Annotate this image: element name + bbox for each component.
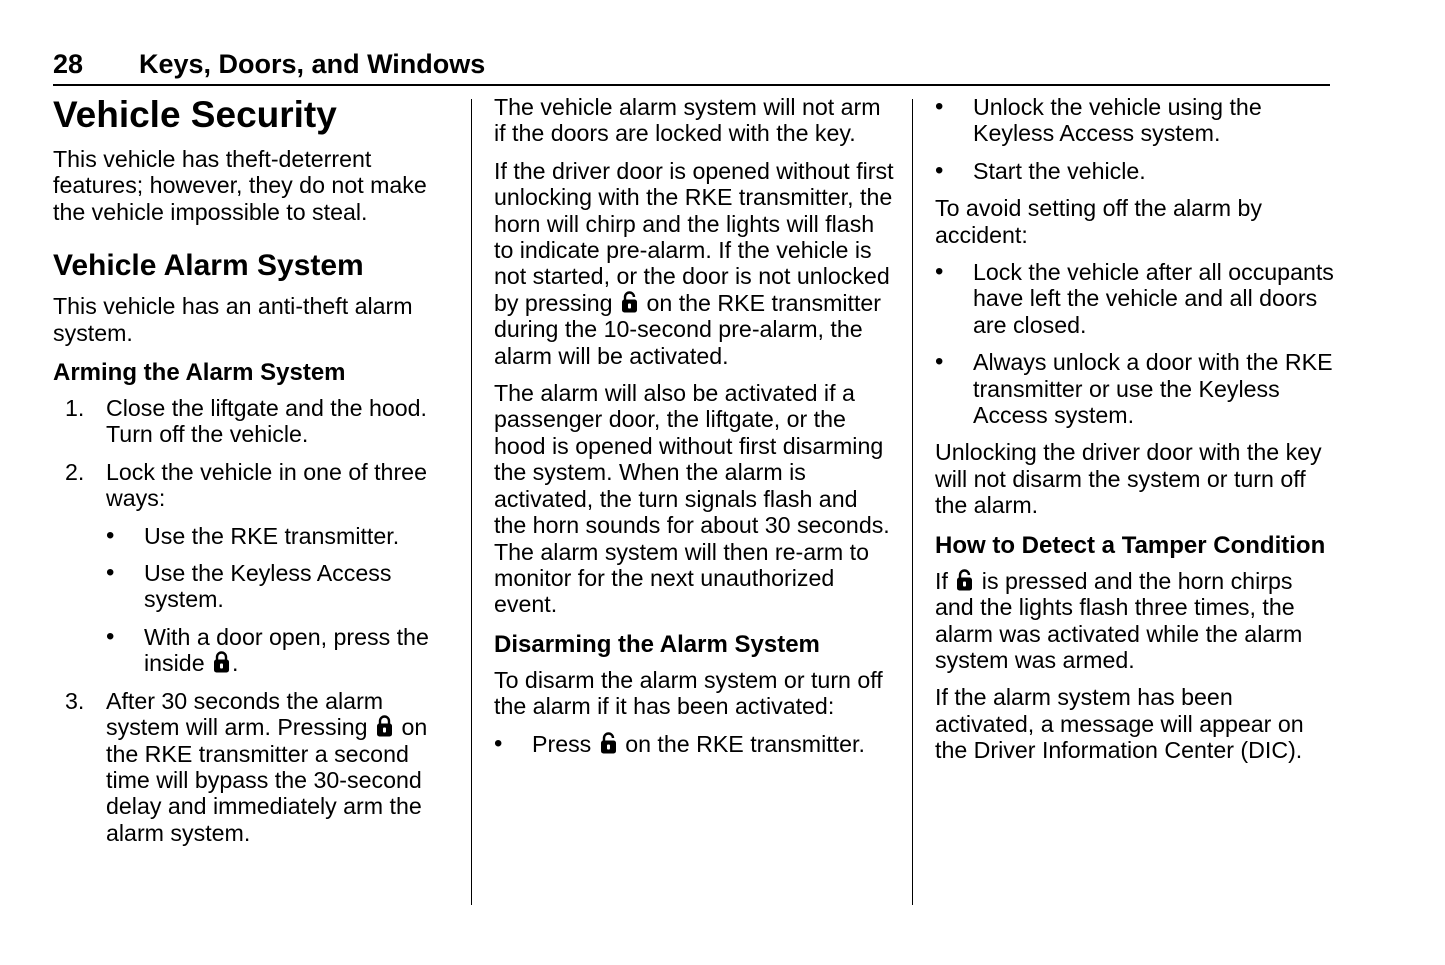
list-item [106, 624, 453, 677]
list-item-text: Use the RKE transmitter. [144, 522, 400, 549]
list-item [935, 259, 1335, 338]
paragraph-text: If the driver door is opened without first unlocking with the RKE transmitter, the horn will chirp and the lights will flash to indicate pre-alarm. If the vehicle is not started, or the door is not unlocked by pressing [494, 157, 894, 316]
disarm-methods [494, 731, 894, 757]
list-item [935, 158, 1335, 184]
arming-steps [53, 395, 453, 846]
column-1 [53, 94, 453, 857]
step-text: Close the liftgate and the hood. Turn off the vehicle. [106, 395, 427, 448]
step-text: After 30 seconds the alarm system will arm. Pressing [106, 687, 384, 741]
heading-vehicle-alarm-system: Vehicle Alarm System [53, 249, 364, 283]
paragraph-dic-message: If the alarm system has been activated, a message will appear on the Driver Information Center (DIC). [935, 684, 1304, 764]
list-item-text: on the RKE transmitter. [625, 730, 865, 757]
list-item-text: Always unlock a door with the RKE transmitter or use the Keyless Access system. [973, 349, 1333, 429]
paragraph-text: If [935, 567, 948, 594]
list-item-text: With a door open, press the inside [144, 623, 429, 677]
paragraph-security: This vehicle has theft-deterrent features; however, they do not make the vehicle impossible to steal. [53, 146, 427, 225]
heading-disarming-alarm: Disarming the Alarm System [494, 630, 820, 658]
section-title: Keys, Doors, and Windows [139, 49, 486, 79]
list-item-text: Lock the vehicle after all occupants have left the vehicle and all doors are closed. [973, 259, 1334, 338]
unlock-icon [621, 291, 638, 313]
unlock-icon [956, 569, 973, 591]
column-3 [935, 94, 1335, 775]
lock-icon [376, 715, 393, 737]
unlock-icon [600, 732, 617, 754]
heading-arming-alarm: Arming the Alarm System [53, 359, 346, 387]
column-2 [494, 94, 894, 768]
list-item-text: Start the vehicle. [973, 157, 1146, 184]
list-item-text: Unlock the vehicle using the Keyless Access system. [973, 94, 1262, 147]
column-divider-1 [471, 99, 472, 905]
list-item [935, 349, 1335, 428]
list-item-text: Use the Keyless Access system. [144, 560, 392, 613]
list-item [494, 731, 894, 757]
paragraph-pre-alarm [494, 158, 894, 369]
step-number: 2. [65, 458, 85, 485]
paragraph-alarm: This vehicle has an anti-theft alarm system. [53, 293, 413, 346]
paragraph-key-unlock: Unlocking the driver door with the key will not disarm the system or turn off the alarm. [935, 439, 1322, 519]
paragraph-key-lock: The vehicle alarm system will not arm if the doors are locked with the key. [494, 94, 881, 147]
paragraph-text: on the RKE transmitter during the 10-second pre-alarm, the alarm will be activated. [494, 289, 882, 369]
step-number: 1. [65, 395, 85, 422]
disarm-methods-continued [935, 94, 1335, 184]
list-item [106, 523, 453, 549]
step-2 [53, 459, 453, 677]
step-text: Lock the vehicle in one of three ways: [106, 458, 427, 512]
step-3 [53, 688, 453, 846]
list-item [106, 560, 453, 613]
list-item-text: . [232, 650, 239, 677]
list-item [935, 94, 1335, 147]
heading-tamper-condition: How to Detect a Tamper Condition [935, 531, 1326, 559]
paragraph-tamper [935, 568, 1335, 674]
step-text: on the RKE transmitter a second time will bypass the 30-second delay and immediately arm the alarm system. [106, 714, 428, 846]
lock-methods [106, 523, 453, 677]
paragraph-disarm: To disarm the alarm system or turn off the alarm if it has been activated: [494, 666, 883, 720]
paragraph-text: is pressed and the horn chirps and the lights flash three times, the alarm was activated while the alarm system was armed. [935, 567, 1303, 673]
paragraph-alarm-activation: The alarm will also be activated if a passenger door, the liftgate, or the hood is opened without first disarming the system. When the alarm is activated, the turn signals flash and the horn sounds for about 30 seconds. The alarm system will then re-arm to monitor for the next unauthorized event. [494, 380, 890, 618]
page-header [53, 46, 1330, 86]
column-divider-2 [912, 99, 913, 905]
step-number: 3. [65, 687, 85, 714]
avoid-alarm-tips [935, 259, 1335, 428]
step-1 [53, 395, 453, 448]
list-item-text: Press [532, 730, 592, 757]
lock-icon [213, 651, 230, 673]
page-number: 28 [53, 49, 84, 79]
paragraph-avoid-alarm: To avoid setting off the alarm by accident: [935, 195, 1262, 248]
heading-vehicle-security: Vehicle Security [53, 94, 337, 135]
